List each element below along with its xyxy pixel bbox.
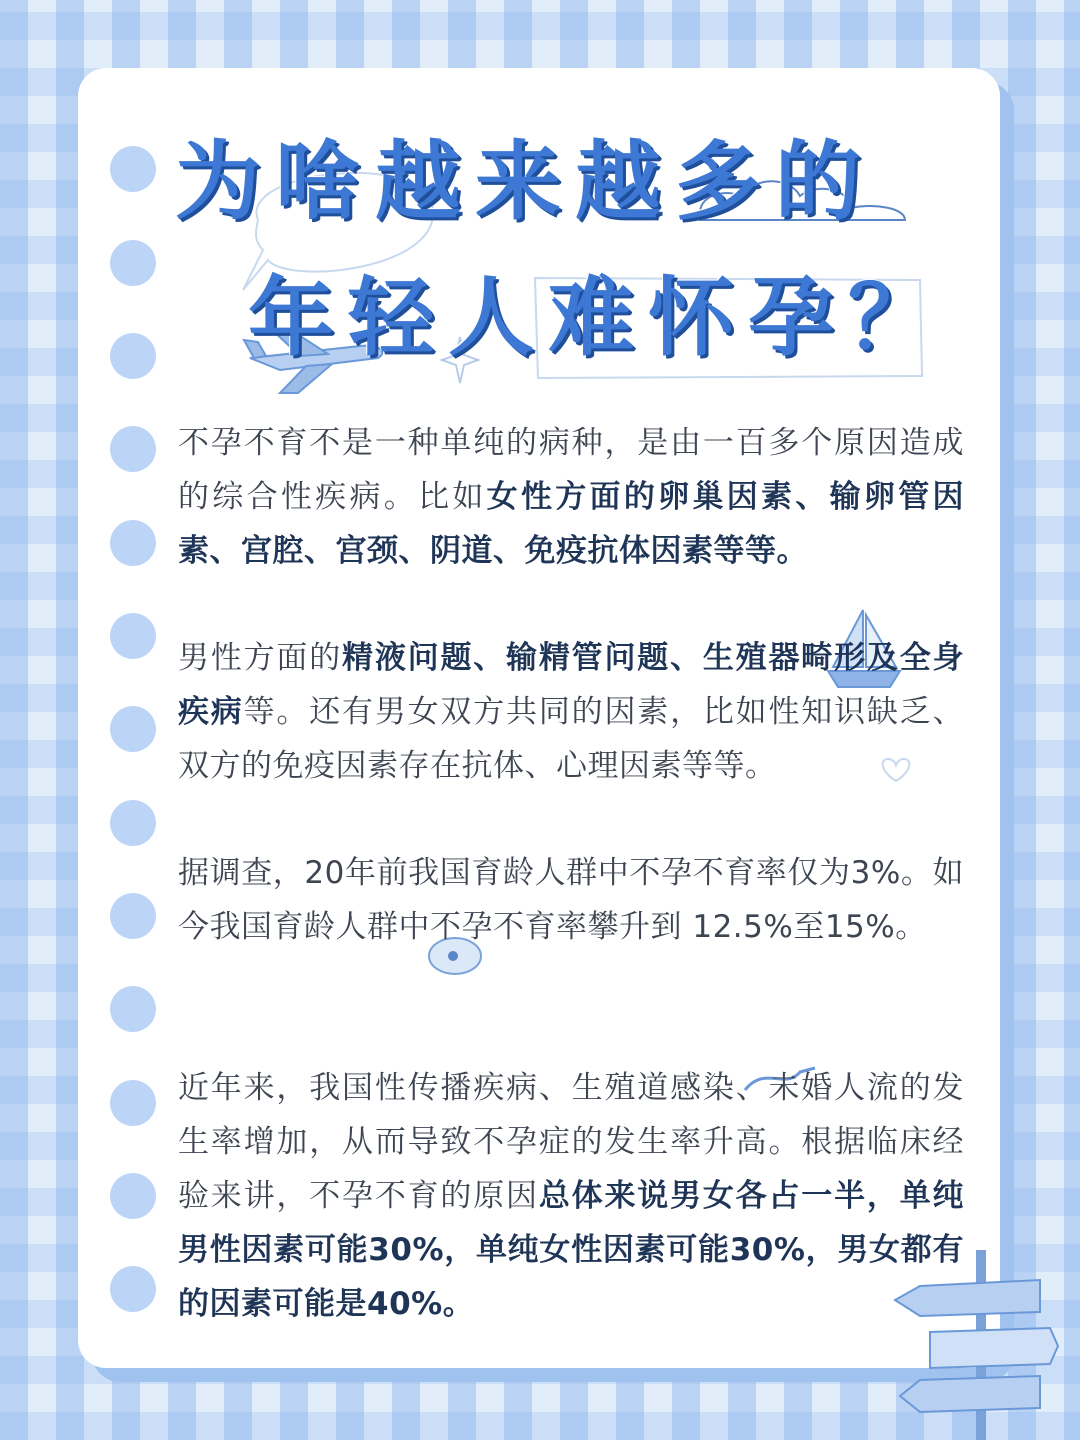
binder-hole bbox=[110, 426, 156, 472]
paragraph-text: 男性方面的 bbox=[178, 640, 343, 676]
binder-hole bbox=[110, 613, 156, 659]
title-line-1: 为啥越来越多的 bbox=[175, 132, 875, 232]
binder-hole bbox=[110, 1266, 156, 1312]
binder-hole bbox=[110, 146, 156, 192]
binder-hole bbox=[110, 520, 156, 566]
paragraph-3 bbox=[178, 846, 964, 954]
paragraph-bold: 总体来说男女各占一半，单纯男性因素可能30%，单纯女性因素可能30%，男女都有的因素可能是40%。 bbox=[178, 1178, 965, 1322]
binder-hole bbox=[110, 706, 156, 752]
binder-hole bbox=[110, 1173, 156, 1219]
binder-hole bbox=[110, 893, 156, 939]
binder-hole bbox=[110, 800, 156, 846]
paragraph-text: 等。还有男女双方共同的因素，比如性知识缺乏、双方的免疫因素存在抗体、心理因素等等。 bbox=[178, 694, 964, 784]
paragraph-text: 不孕不育不是一种单纯的病种，是由一百多个原因造成的综合性疾病。比如 bbox=[178, 425, 964, 515]
paragraph-2 bbox=[178, 631, 964, 793]
paragraph-text: 据调查，20年前我国育龄人群中不孕不育率仅为3%。如今我国育龄人群中不孕不育率攀升到 12.5%至15%。 bbox=[178, 855, 964, 945]
paragraph-1 bbox=[178, 416, 964, 578]
paragraph-text: 近年来，我国性传播疾病、生殖道感染、未婚人流的发生率增加，从而导致不孕症的发生率升高。根据临床经验来讲，不孕不育的原因 bbox=[178, 1070, 964, 1214]
title-line-2: 年轻人难怀孕？ bbox=[248, 268, 948, 368]
binder-hole bbox=[110, 333, 156, 379]
paragraph-bold: 精液问题、输精管问题、生殖器畸形及全身疾病 bbox=[178, 640, 965, 730]
binder-hole bbox=[110, 240, 156, 286]
binder-hole bbox=[110, 986, 156, 1032]
paragraph-4 bbox=[178, 1061, 964, 1331]
paragraph-bold: 女性方面的卵巢因素、输卵管因素、宫腔、宫颈、阴道、免疫抗体因素等等。 bbox=[178, 479, 965, 569]
binder-hole bbox=[110, 1080, 156, 1126]
